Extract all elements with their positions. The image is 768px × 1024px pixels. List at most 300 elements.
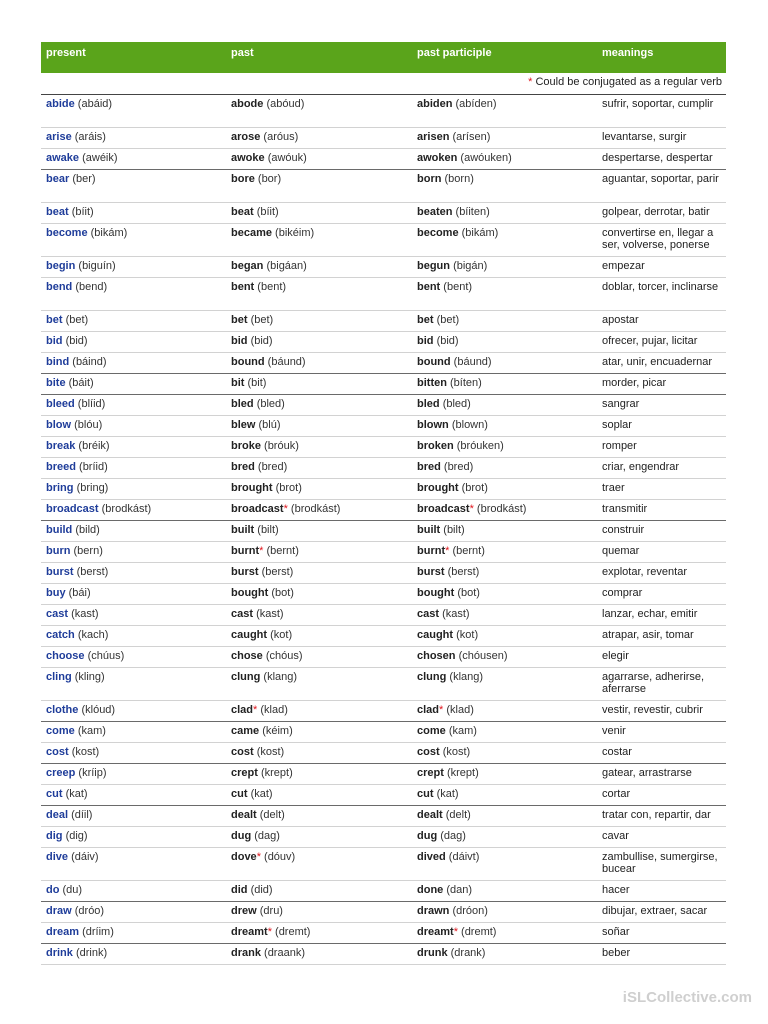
past-pronunciation: (brot)	[275, 482, 302, 494]
present-cell	[46, 98, 112, 110]
present-pronunciation: (bid)	[65, 335, 88, 347]
present-pronunciation: (bíit)	[71, 206, 94, 218]
past-cell	[231, 173, 281, 185]
meaning-cell: tratar con, repartir, dar	[602, 809, 711, 821]
past-participle-cell	[417, 173, 474, 185]
present-cell	[46, 884, 82, 896]
table-row	[41, 701, 726, 722]
present-form: abide	[46, 98, 75, 110]
past-form: drank	[231, 947, 261, 959]
past-form: cut	[231, 788, 248, 800]
past-pronunciation: (bigáan)	[266, 260, 307, 272]
present-pronunciation: (dig)	[65, 830, 88, 842]
present-cell	[46, 377, 94, 389]
past-pronunciation: (kast)	[256, 608, 284, 620]
present-cell	[46, 503, 151, 515]
present-cell	[46, 131, 106, 143]
present-pronunciation: (kríip)	[78, 767, 107, 779]
past-form: drew	[231, 905, 257, 917]
past-form: bent	[231, 281, 255, 293]
past-pronunciation: (bet)	[250, 314, 274, 326]
past-participle-form: bound	[417, 356, 451, 368]
present-form: dive	[46, 851, 69, 863]
past-participle-cell	[417, 356, 492, 368]
past-cell	[231, 767, 293, 779]
past-form: beat	[231, 206, 254, 218]
past-participle-cell	[417, 131, 490, 143]
table-row	[41, 626, 726, 647]
regular-star: *	[267, 926, 272, 938]
present-form: clothe	[46, 704, 79, 716]
past-pronunciation: (berst)	[261, 566, 294, 578]
past-pronunciation: (blú)	[258, 419, 281, 431]
past-cell	[231, 440, 299, 452]
present-pronunciation: (bríid)	[79, 461, 108, 473]
past-participle-form: cast	[417, 608, 440, 620]
present-form: dream	[46, 926, 80, 938]
past-participle-form: caught	[417, 629, 454, 641]
past-participle-form: broadcast	[417, 503, 470, 515]
brand-watermark: iSLCollective.com	[622, 989, 752, 1006]
past-participle-pronunciation: (drank)	[450, 947, 486, 959]
past-participle-pronunciation: (kot)	[456, 629, 479, 641]
meaning-cell: convertirse en, llegar a ser, volverse, ponerse	[602, 227, 714, 251]
table-row	[41, 278, 726, 311]
meaning-cell: aguantar, soportar, parir	[602, 173, 719, 185]
present-form: come	[46, 725, 75, 737]
past-participle-cell	[417, 206, 490, 218]
table-header	[41, 42, 726, 73]
meaning-cell: lanzar, echar, emitir	[602, 608, 698, 620]
present-pronunciation: (du)	[62, 884, 83, 896]
present-cell	[46, 566, 108, 578]
present-pronunciation: (chúus)	[87, 650, 125, 662]
past-participle-form: blown	[417, 419, 449, 431]
note-star: *	[528, 76, 533, 88]
present-form: bleed	[46, 398, 75, 410]
past-pronunciation: (kost)	[256, 746, 285, 758]
regular-star: *	[439, 704, 444, 716]
table-row	[41, 542, 726, 563]
table-row	[41, 848, 726, 881]
present-form: become	[46, 227, 88, 239]
past-cell	[231, 746, 284, 758]
present-pronunciation: (blíid)	[77, 398, 106, 410]
present-pronunciation: (bild)	[75, 524, 100, 536]
present-pronunciation: (dróo)	[74, 905, 105, 917]
past-pronunciation: (klang)	[263, 671, 298, 683]
past-participle-cell	[417, 830, 466, 842]
table-row	[41, 128, 726, 149]
present-pronunciation: (abáid)	[77, 98, 113, 110]
past-participle-pronunciation: (dag)	[440, 830, 466, 842]
table-row	[41, 827, 726, 848]
past-participle-pronunciation: (krept)	[446, 767, 479, 779]
past-form: bore	[231, 173, 255, 185]
present-cell	[46, 830, 88, 842]
past-participle-cell	[417, 587, 480, 599]
past-participle-cell	[417, 419, 488, 431]
past-participle-form: born	[417, 173, 442, 185]
past-cell	[231, 377, 266, 389]
past-form: bought	[231, 587, 269, 599]
present-form: drink	[46, 947, 73, 959]
past-cell	[231, 152, 307, 164]
past-cell	[231, 503, 340, 515]
verb-rows	[41, 95, 726, 965]
meaning-cell: soplar	[602, 419, 632, 431]
past-pronunciation: (bernt)	[266, 545, 299, 557]
past-participle-form: come	[417, 725, 446, 737]
meaning-cell: construir	[602, 524, 645, 536]
past-participle-cell	[417, 398, 471, 410]
past-participle-form: broken	[417, 440, 454, 452]
past-participle-pronunciation: (klad)	[446, 704, 474, 716]
past-participle-pronunciation: (bot)	[457, 587, 480, 599]
past-participle-form: awoken	[417, 152, 458, 164]
past-participle-pronunciation: (bíten)	[450, 377, 482, 389]
past-form: bled	[231, 398, 254, 410]
past-cell	[231, 335, 273, 347]
past-participle-pronunciation: (bet)	[436, 314, 460, 326]
past-form: bet	[231, 314, 248, 326]
present-cell	[46, 281, 107, 293]
verb-table	[41, 42, 726, 965]
past-participle-pronunciation: (berst)	[447, 566, 480, 578]
present-cell	[46, 947, 107, 959]
past-form: clung	[231, 671, 261, 683]
past-form: crept	[231, 767, 258, 779]
present-form: cast	[46, 608, 69, 620]
past-form: burnt	[231, 545, 260, 557]
past-participle-form: chosen	[417, 650, 456, 662]
past-participle-pronunciation: (delt)	[445, 809, 471, 821]
past-participle-cell	[417, 335, 459, 347]
past-cell	[231, 260, 307, 272]
present-cell	[46, 524, 100, 536]
present-form: dig	[46, 830, 63, 842]
present-pronunciation: (blóu)	[74, 419, 103, 431]
past-cell	[231, 314, 273, 326]
table-row	[41, 149, 726, 170]
past-cell	[231, 227, 314, 239]
meaning-cell: empezar	[602, 260, 645, 272]
present-cell	[46, 905, 104, 917]
past-form: blew	[231, 419, 256, 431]
header-meanings: meanings	[602, 47, 654, 59]
past-form: caught	[231, 629, 268, 641]
meaning-cell: morder, picar	[602, 377, 667, 389]
past-cell	[231, 587, 294, 599]
past-participle-form: arisen	[417, 131, 450, 143]
table-row	[41, 500, 726, 521]
past-participle-pronunciation: (blown)	[451, 419, 488, 431]
header-present: present	[46, 47, 86, 59]
past-form: broke	[231, 440, 261, 452]
table-row	[41, 170, 726, 203]
table-row	[41, 806, 726, 827]
present-pronunciation: (awéik)	[82, 152, 118, 164]
header-past-participle: past participle	[417, 47, 492, 59]
past-participle-form: brought	[417, 482, 459, 494]
present-pronunciation: (kling)	[74, 671, 105, 683]
past-participle-form: beaten	[417, 206, 453, 218]
past-participle-pronunciation: (bilt)	[443, 524, 465, 536]
past-participle-pronunciation: (dáivt)	[448, 851, 480, 863]
meaning-cell: apostar	[602, 314, 639, 326]
meaning-cell: zambullise, sumergirse, bucear	[602, 851, 718, 875]
past-participle-pronunciation: (bróuken)	[456, 440, 504, 452]
present-form: bet	[46, 314, 63, 326]
present-pronunciation: (báind)	[72, 356, 107, 368]
past-cell	[231, 926, 310, 938]
past-pronunciation: (bled)	[256, 398, 285, 410]
present-cell	[46, 608, 99, 620]
past-participle-form: cut	[417, 788, 434, 800]
past-participle-cell	[417, 851, 479, 863]
past-cell	[231, 419, 281, 431]
past-cell	[231, 398, 285, 410]
past-form: cast	[231, 608, 254, 620]
present-pronunciation: (biguín)	[78, 260, 116, 272]
past-participle-form: burst	[417, 566, 445, 578]
past-participle-form: crept	[417, 767, 444, 779]
past-pronunciation: (bíit)	[256, 206, 279, 218]
past-participle-cell	[417, 98, 497, 110]
table-row	[41, 353, 726, 374]
table-row	[41, 416, 726, 437]
meaning-cell: cortar	[602, 788, 631, 800]
header-past: past	[231, 47, 254, 59]
past-form: bound	[231, 356, 265, 368]
present-form: arise	[46, 131, 72, 143]
past-cell	[231, 809, 285, 821]
past-participle-pronunciation: (chóusen)	[458, 650, 508, 662]
present-pronunciation: (bréik)	[78, 440, 110, 452]
meaning-cell: hacer	[602, 884, 630, 896]
past-pronunciation: (kat)	[250, 788, 273, 800]
past-participle-pronunciation: (báund)	[453, 356, 492, 368]
past-cell	[231, 830, 280, 842]
past-form: cost	[231, 746, 254, 758]
past-cell	[231, 629, 292, 641]
past-form: built	[231, 524, 255, 536]
past-participle-pronunciation: (abíden)	[455, 98, 497, 110]
past-participle-cell	[417, 788, 459, 800]
past-cell	[231, 650, 303, 662]
past-participle-form: dived	[417, 851, 446, 863]
past-form: dug	[231, 830, 252, 842]
present-cell	[46, 629, 108, 641]
past-participle-form: drunk	[417, 947, 448, 959]
present-cell	[46, 419, 102, 431]
meaning-cell: agarrarse, adherirse, aferrarse	[602, 671, 705, 695]
present-pronunciation: (díil)	[71, 809, 93, 821]
past-cell	[231, 461, 287, 473]
present-pronunciation: (drink)	[75, 947, 108, 959]
table-row	[41, 764, 726, 785]
table-row	[41, 785, 726, 806]
past-participle-form: done	[417, 884, 444, 896]
present-pronunciation: (kam)	[77, 725, 106, 737]
meaning-cell: atar, unir, encuadernar	[602, 356, 713, 368]
meaning-cell: quemar	[602, 545, 640, 557]
past-pronunciation: (bróuk)	[264, 440, 299, 452]
meaning-cell: soñar	[602, 926, 630, 938]
present-cell	[46, 545, 103, 557]
table-row	[41, 743, 726, 764]
past-cell	[231, 608, 284, 620]
past-participle-pronunciation: (arísen)	[452, 131, 491, 143]
past-cell	[231, 725, 293, 737]
past-participle-form: dug	[417, 830, 438, 842]
past-cell	[231, 788, 273, 800]
past-form: burst	[231, 566, 259, 578]
past-participle-cell	[417, 152, 512, 164]
table-row	[41, 584, 726, 605]
present-form: bite	[46, 377, 66, 389]
past-participle-cell	[417, 629, 478, 641]
meaning-cell: beber	[602, 947, 631, 959]
present-cell	[46, 725, 106, 737]
past-participle-form: bitten	[417, 377, 447, 389]
past-pronunciation: (bred)	[257, 461, 288, 473]
past-participle-cell	[417, 767, 479, 779]
note-text: Could be conjugated as a regular verb	[535, 76, 722, 88]
regular-star: *	[253, 704, 258, 716]
past-pronunciation: (did)	[250, 884, 273, 896]
past-pronunciation: (chóus)	[265, 650, 303, 662]
regular-star: *	[469, 503, 474, 515]
meaning-cell: transmitir	[602, 503, 648, 515]
past-pronunciation: (bor)	[257, 173, 282, 185]
present-cell	[46, 173, 96, 185]
past-participle-cell	[417, 947, 485, 959]
meaning-cell: doblar, torcer, inclinarse	[602, 281, 719, 293]
past-cell	[231, 947, 305, 959]
table-row	[41, 563, 726, 584]
past-pronunciation: (bikéim)	[275, 227, 315, 239]
past-participle-cell	[417, 227, 498, 239]
present-pronunciation: (bring)	[76, 482, 109, 494]
past-participle-form: burnt	[417, 545, 446, 557]
meaning-cell: dibujar, extraer, sacar	[602, 905, 708, 917]
present-form: burst	[46, 566, 74, 578]
past-participle-cell	[417, 314, 459, 326]
past-participle-cell	[417, 704, 474, 716]
present-cell	[46, 671, 105, 683]
past-participle-form: bought	[417, 587, 455, 599]
present-form: breed	[46, 461, 76, 473]
past-pronunciation: (dag)	[254, 830, 280, 842]
present-form: cling	[46, 671, 72, 683]
past-cell	[231, 524, 279, 536]
table-row	[41, 437, 726, 458]
meaning-cell: criar, engendrar	[602, 461, 680, 473]
meaning-cell: vestir, revestir, cubrir	[602, 704, 703, 716]
present-form: broadcast	[46, 503, 99, 515]
present-pronunciation: (kost)	[71, 746, 100, 758]
past-participle-form: bled	[417, 398, 440, 410]
present-form: catch	[46, 629, 75, 641]
present-form: blow	[46, 419, 72, 431]
present-form: creep	[46, 767, 76, 779]
past-form: abode	[231, 98, 264, 110]
present-pronunciation: (bern)	[73, 545, 103, 557]
meaning-cell: cavar	[602, 830, 629, 842]
meaning-cell: explotar, reventar	[602, 566, 687, 578]
past-participle-cell	[417, 545, 485, 557]
past-pronunciation: (dru)	[259, 905, 283, 917]
present-pronunciation: (dríim)	[82, 926, 114, 938]
past-pronunciation: (báund)	[267, 356, 306, 368]
meaning-cell: sangrar	[602, 398, 640, 410]
past-pronunciation: (brodkást)	[290, 503, 341, 515]
present-pronunciation: (aráis)	[74, 131, 106, 143]
present-form: bind	[46, 356, 70, 368]
past-pronunciation: (dóuv)	[264, 851, 296, 863]
present-cell	[46, 152, 118, 164]
present-form: burn	[46, 545, 71, 557]
past-pronunciation: (krept)	[260, 767, 293, 779]
past-pronunciation: (draank)	[264, 947, 305, 959]
meaning-cell: ofrecer, pujar, licitar	[602, 335, 698, 347]
table-row	[41, 95, 726, 128]
meaning-cell: levantarse, surgir	[602, 131, 687, 143]
table-row	[41, 395, 726, 416]
present-cell	[46, 650, 124, 662]
present-pronunciation: (bái)	[68, 587, 91, 599]
present-form: cut	[46, 788, 63, 800]
present-form: draw	[46, 905, 72, 917]
past-participle-form: built	[417, 524, 441, 536]
present-pronunciation: (kast)	[71, 608, 99, 620]
past-pronunciation: (awóuk)	[267, 152, 307, 164]
past-participle-cell	[417, 440, 504, 452]
present-cell	[46, 926, 114, 938]
past-form: did	[231, 884, 248, 896]
present-form: awake	[46, 152, 80, 164]
past-participle-cell	[417, 482, 488, 494]
past-participle-cell	[417, 503, 526, 515]
past-form: bred	[231, 461, 255, 473]
table-row	[41, 311, 726, 332]
past-cell	[231, 281, 286, 293]
past-participle-cell	[417, 608, 470, 620]
past-participle-form: begun	[417, 260, 450, 272]
past-cell	[231, 98, 304, 110]
table-row	[41, 257, 726, 278]
past-participle-cell	[417, 377, 482, 389]
present-pronunciation: (kach)	[77, 629, 109, 641]
regular-star: *	[256, 851, 261, 863]
past-pronunciation: (bid)	[250, 335, 273, 347]
past-form: chose	[231, 650, 263, 662]
past-form: came	[231, 725, 260, 737]
past-participle-pronunciation: (bent)	[443, 281, 473, 293]
past-participle-cell	[417, 926, 496, 938]
past-participle-form: dreamt	[417, 926, 454, 938]
present-pronunciation: (berst)	[76, 566, 109, 578]
past-participle-pronunciation: (dróon)	[452, 905, 488, 917]
past-form: awoke	[231, 152, 265, 164]
regular-verb-note	[41, 73, 726, 95]
past-pronunciation: (bot)	[271, 587, 294, 599]
past-participle-cell	[417, 461, 473, 473]
present-cell	[46, 704, 115, 716]
present-form: bear	[46, 173, 70, 185]
table-row	[41, 944, 726, 965]
